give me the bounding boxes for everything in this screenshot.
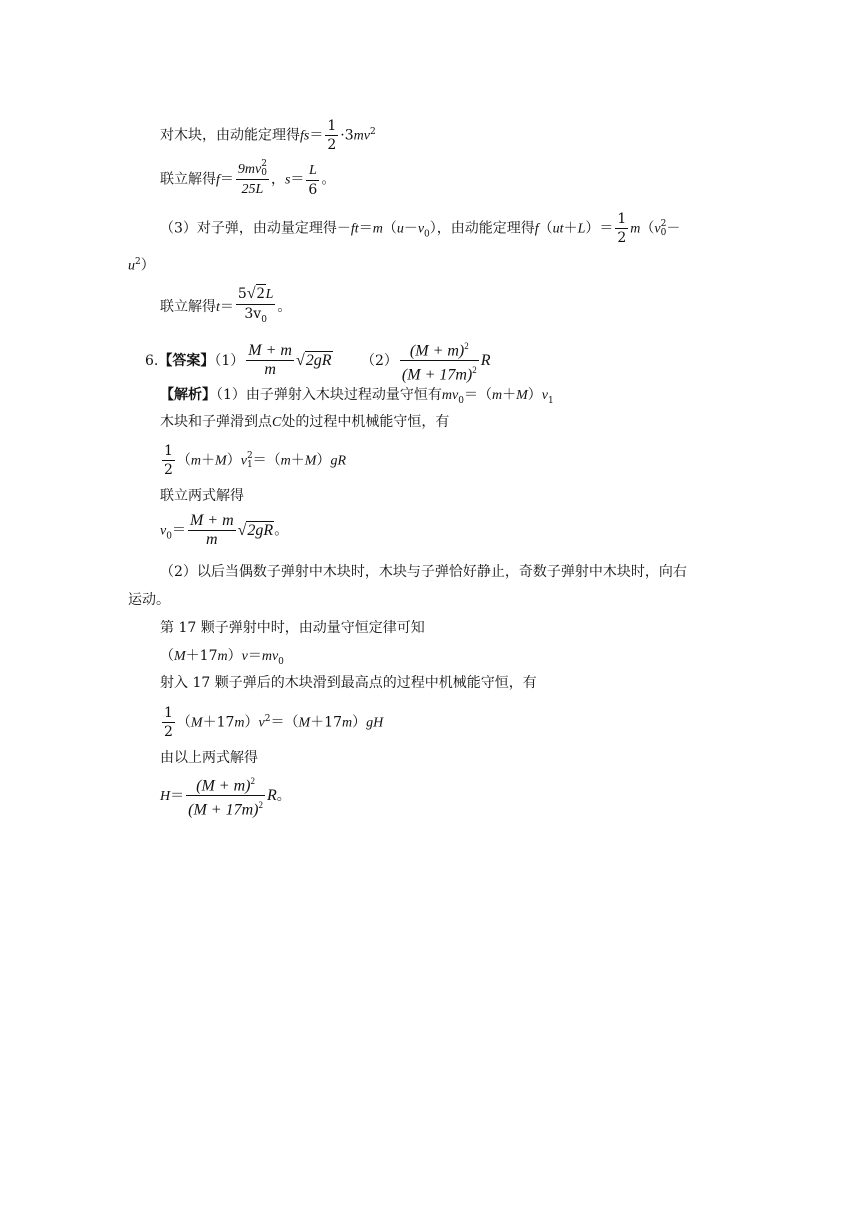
solution-2: 木块和子弹滑到点C处的过程中机械能守恒，有: [160, 414, 450, 430]
answer-6: 6.【答案】（1） $\frac{M + m}{m}$ √2gR （2） $\frac{(M + m)^2}{(M + 17m)^2}$ R: [145, 337, 491, 385]
solution-5: $v_0=$ $\frac{M + m}{m}$ √2gR。: [160, 512, 289, 548]
fraction-s: $\frac{L}{6}$: [308, 162, 318, 198]
fraction-t: $\frac{5√2L}{3v_0}$: [237, 285, 274, 325]
fraction-half-2: $\frac{1}{2}$: [617, 211, 627, 246]
sqrt-2: √2: [246, 285, 265, 302]
line-part3-wrap: $u^2$）: [128, 257, 155, 274]
answer-tag: 【答案】: [158, 352, 215, 369]
answer2-fraction: $\frac{(M + m)^2}{(M + 17m)^2}$: [400, 337, 479, 385]
solution-4: 联立两式解得: [160, 488, 244, 504]
solution-12: H＝ $\frac{(M + m)^2}{(M + 17m)^2}$ R。: [160, 772, 291, 820]
solution-3: $\frac{1}{2}$ （m＋M）v 2 1 ＝（m＋M）gR: [164, 443, 347, 478]
sqrt-2gR: √2gR: [237, 521, 274, 539]
solution-11: 由以上两式解得: [160, 750, 258, 766]
question-number: 6.: [145, 352, 159, 369]
fraction-f: 9mv 2 0 25L: [237, 159, 267, 197]
solution-8: $(M+17m)v=mv_0$: [160, 648, 284, 667]
line-solve-f-s: 联立解得f＝ 9mv 2 0 25L ，s＝ $\frac{L}{6}$ 。: [160, 159, 336, 198]
line-kinetic-energy-block: 对木块，由动能定理得fs＝ $\frac{1}{2}$ $\cdot 3mv^2$: [160, 118, 376, 153]
answer1-fraction: $\frac{M + m}{m}$: [248, 342, 292, 379]
fraction-half: $\frac{1}{2}$: [327, 118, 337, 153]
fraction-v0: $\frac{M + m}{m}$: [189, 512, 234, 548]
answer1-sqrt: √2gR: [295, 351, 332, 369]
line-solve-t: 联立解得t＝ $\frac{5√2L}{3v_0}$ 。: [160, 285, 291, 329]
solution-7: 第 17 颗子弹射中时，由动量守恒定律可知: [160, 620, 425, 636]
fraction-H: $\frac{(M + m)^2}{(M + 17m)^2}$: [186, 772, 265, 820]
solution-1: 【解析】（1）由子弹射入木块过程动量守恒有$mv_0=(m+M)v_1$: [160, 387, 554, 406]
solution-10: $\frac{1}{2}$ $(M+17m)v^2=(M+17m)gH$: [164, 705, 384, 740]
solution-6: （2）以后当偶数子弹射中木块时，木块与子弹恰好静止，奇数子弹射中木块时，向右: [160, 564, 687, 580]
fraction-half-4: $\frac{1}{2}$: [164, 705, 173, 740]
fraction-half-3: $\frac{1}{2}$: [164, 443, 173, 478]
solution-6-wrap: 运动。: [128, 592, 170, 608]
line-part3-momentum: （3）对子弹，由动量定理得$-ft=m(u-v_0)$，由动能定理得f（ut＋L）＝ $\frac{1}{2}$ m（v 2 0 －: [160, 211, 681, 246]
solution-9: 射入 17 颗子弹后的木块滑到最高点的过程中机械能守恒，有: [160, 675, 537, 691]
solution-tag: 【解析】: [160, 387, 216, 403]
